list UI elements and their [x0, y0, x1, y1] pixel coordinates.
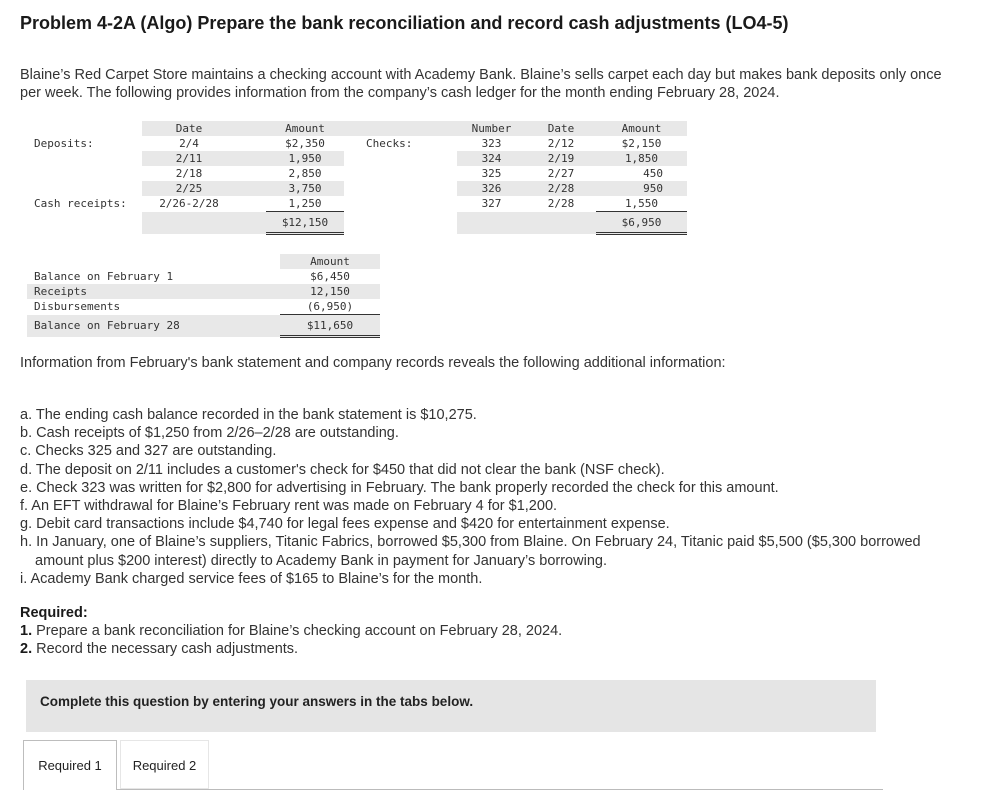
check-amount: 450 — [643, 167, 663, 180]
answer-tabs — [23, 740, 883, 790]
tab-required-1[interactable]: Required 1 — [23, 740, 117, 790]
list-item: i. Academy Bank charged service fees of $165 to Blaine’s for the month. — [20, 570, 483, 587]
check-number: 327 — [481, 197, 502, 211]
summary-amount: $6,450 — [310, 270, 350, 283]
ledger-total-row — [27, 212, 687, 234]
required-section — [20, 604, 562, 658]
ledger-row — [27, 151, 687, 166]
summary-amount: 12,150 — [280, 284, 380, 299]
problem-title: Problem 4-2A (Algo) Prepare the bank reconciliation and record cash adjustments (LO4-5) — [20, 13, 789, 33]
summary-header-amount: Amount — [280, 254, 380, 269]
deposits-total: $12,150 — [266, 212, 344, 234]
check-date: 2/28 — [547, 197, 575, 211]
check-date: 2/12 — [547, 137, 575, 150]
list-item: a. The ending cash balance recorded in the bank statement is $10,275. — [20, 407, 477, 423]
list-item: d. The deposit on 2/11 includes a customer's check for $450 that did not clear the bank (NSF check). — [20, 461, 665, 478]
check-number: 326 — [457, 181, 526, 196]
deposit-date: 2/26-2/28 — [159, 197, 219, 211]
check-amount: 950 — [596, 181, 687, 196]
summary-row — [27, 269, 380, 284]
list-item: e. Check 323 was written for $2,800 for advertising in February. The bank properly recorded the check for this amount. — [20, 479, 779, 496]
deposit-date: 2/18 — [175, 167, 203, 180]
list-item: h. In January, one of Blaine’s suppliers, Titanic Fabrics, borrowed $5,300 from Blaine. On February 24, Titanic paid $5,500 ($5,300 borrowed amount plus $200 interest) directly to Academy Bank in payment for January’s borrowing. — [20, 534, 921, 569]
check-number: 325 — [481, 167, 502, 180]
cash-receipts-label: Cash receipts: — [34, 197, 127, 211]
additional-info-list — [20, 406, 950, 588]
additional-info-intro: Information from February's bank statement and company records reveals the following additional information: — [20, 355, 726, 371]
balance-summary-table — [27, 254, 380, 338]
summary-amount: (6,950) — [280, 299, 380, 315]
check-number: 324 — [457, 151, 526, 166]
check-date: 2/19 — [533, 151, 589, 166]
deposit-date: 2/11 — [142, 151, 236, 166]
summary-row — [27, 299, 380, 315]
check-number: 323 — [481, 137, 502, 150]
cash-ledger-table — [27, 121, 687, 235]
tab-required-2[interactable]: Required 2 — [120, 740, 209, 789]
deposit-amount: 1,250 — [266, 196, 344, 212]
header-check-amount: Amount — [596, 121, 687, 136]
required-item-number: 1. — [20, 623, 33, 639]
deposit-date: 2/4 — [179, 137, 199, 150]
header-date: Date — [142, 121, 236, 136]
list-item: c. Checks 325 and 327 are outstanding. — [20, 443, 277, 460]
summary-label: Balance on February 1 — [34, 270, 174, 283]
list-item: f. An EFT withdrawal for Blaine’s February rent was made on February 4 for $1,200. — [20, 498, 558, 515]
deposit-amount: 3,750 — [266, 181, 344, 196]
required-item-1 — [20, 622, 562, 640]
summary-amount: $11,650 — [280, 315, 380, 337]
deposits-label: Deposits: — [34, 137, 94, 150]
deposit-amount: 2,850 — [288, 167, 322, 180]
required-item-2 — [20, 640, 562, 658]
checks-label: Checks: — [366, 137, 413, 150]
list-item: b. Cash receipts of $1,250 from 2/26–2/28 are outstanding. — [20, 425, 399, 442]
ledger-row — [27, 181, 687, 196]
instruction-banner — [26, 680, 876, 732]
checks-total: $6,950 — [596, 212, 687, 234]
intro-paragraph: Blaine’s Red Carpet Store maintains a checking account with Academy Bank. Blaine’s sells carpet each day but makes bank deposits only once per week. The following provides information from the company’s cash ledger for the month ending February 28, 2024. — [20, 67, 942, 101]
summary-label: Disbursements — [34, 300, 121, 314]
summary-total-row — [27, 315, 380, 337]
required-item-text: Prepare a bank reconciliation for Blaine’s checking account on February 28, 2024. — [36, 623, 563, 639]
check-amount: 1,850 — [596, 151, 687, 166]
ledger-row — [27, 166, 687, 181]
header-check-date: Date — [533, 121, 589, 136]
check-date: 2/27 — [547, 167, 575, 180]
ledger-row — [27, 196, 687, 212]
deposit-date: 2/25 — [142, 181, 236, 196]
instruction-text: Complete this question by entering your answers in the tabs below. — [40, 694, 474, 709]
deposit-amount: $2,350 — [285, 137, 325, 150]
check-amount: 1,550 — [596, 196, 687, 212]
deposit-amount: 1,950 — [266, 151, 344, 166]
summary-label: Balance on February 28 — [27, 315, 280, 337]
ledger-header-row — [27, 121, 687, 136]
ledger-row — [27, 136, 687, 151]
list-item: g. Debit card transactions include $4,740 for legal fees expense and $420 for entertainment expense. — [20, 516, 670, 533]
check-amount: $2,150 — [621, 137, 662, 150]
header-amount: Amount — [266, 121, 344, 136]
summary-header-row — [27, 254, 380, 269]
summary-label: Receipts — [27, 284, 280, 299]
check-date: 2/28 — [533, 181, 589, 196]
summary-row — [27, 284, 380, 299]
required-item-text: Record the necessary cash adjustments. — [36, 641, 299, 657]
header-number: Number — [457, 121, 526, 136]
required-item-number: 2. — [20, 641, 33, 657]
required-heading: Required: — [20, 605, 88, 621]
